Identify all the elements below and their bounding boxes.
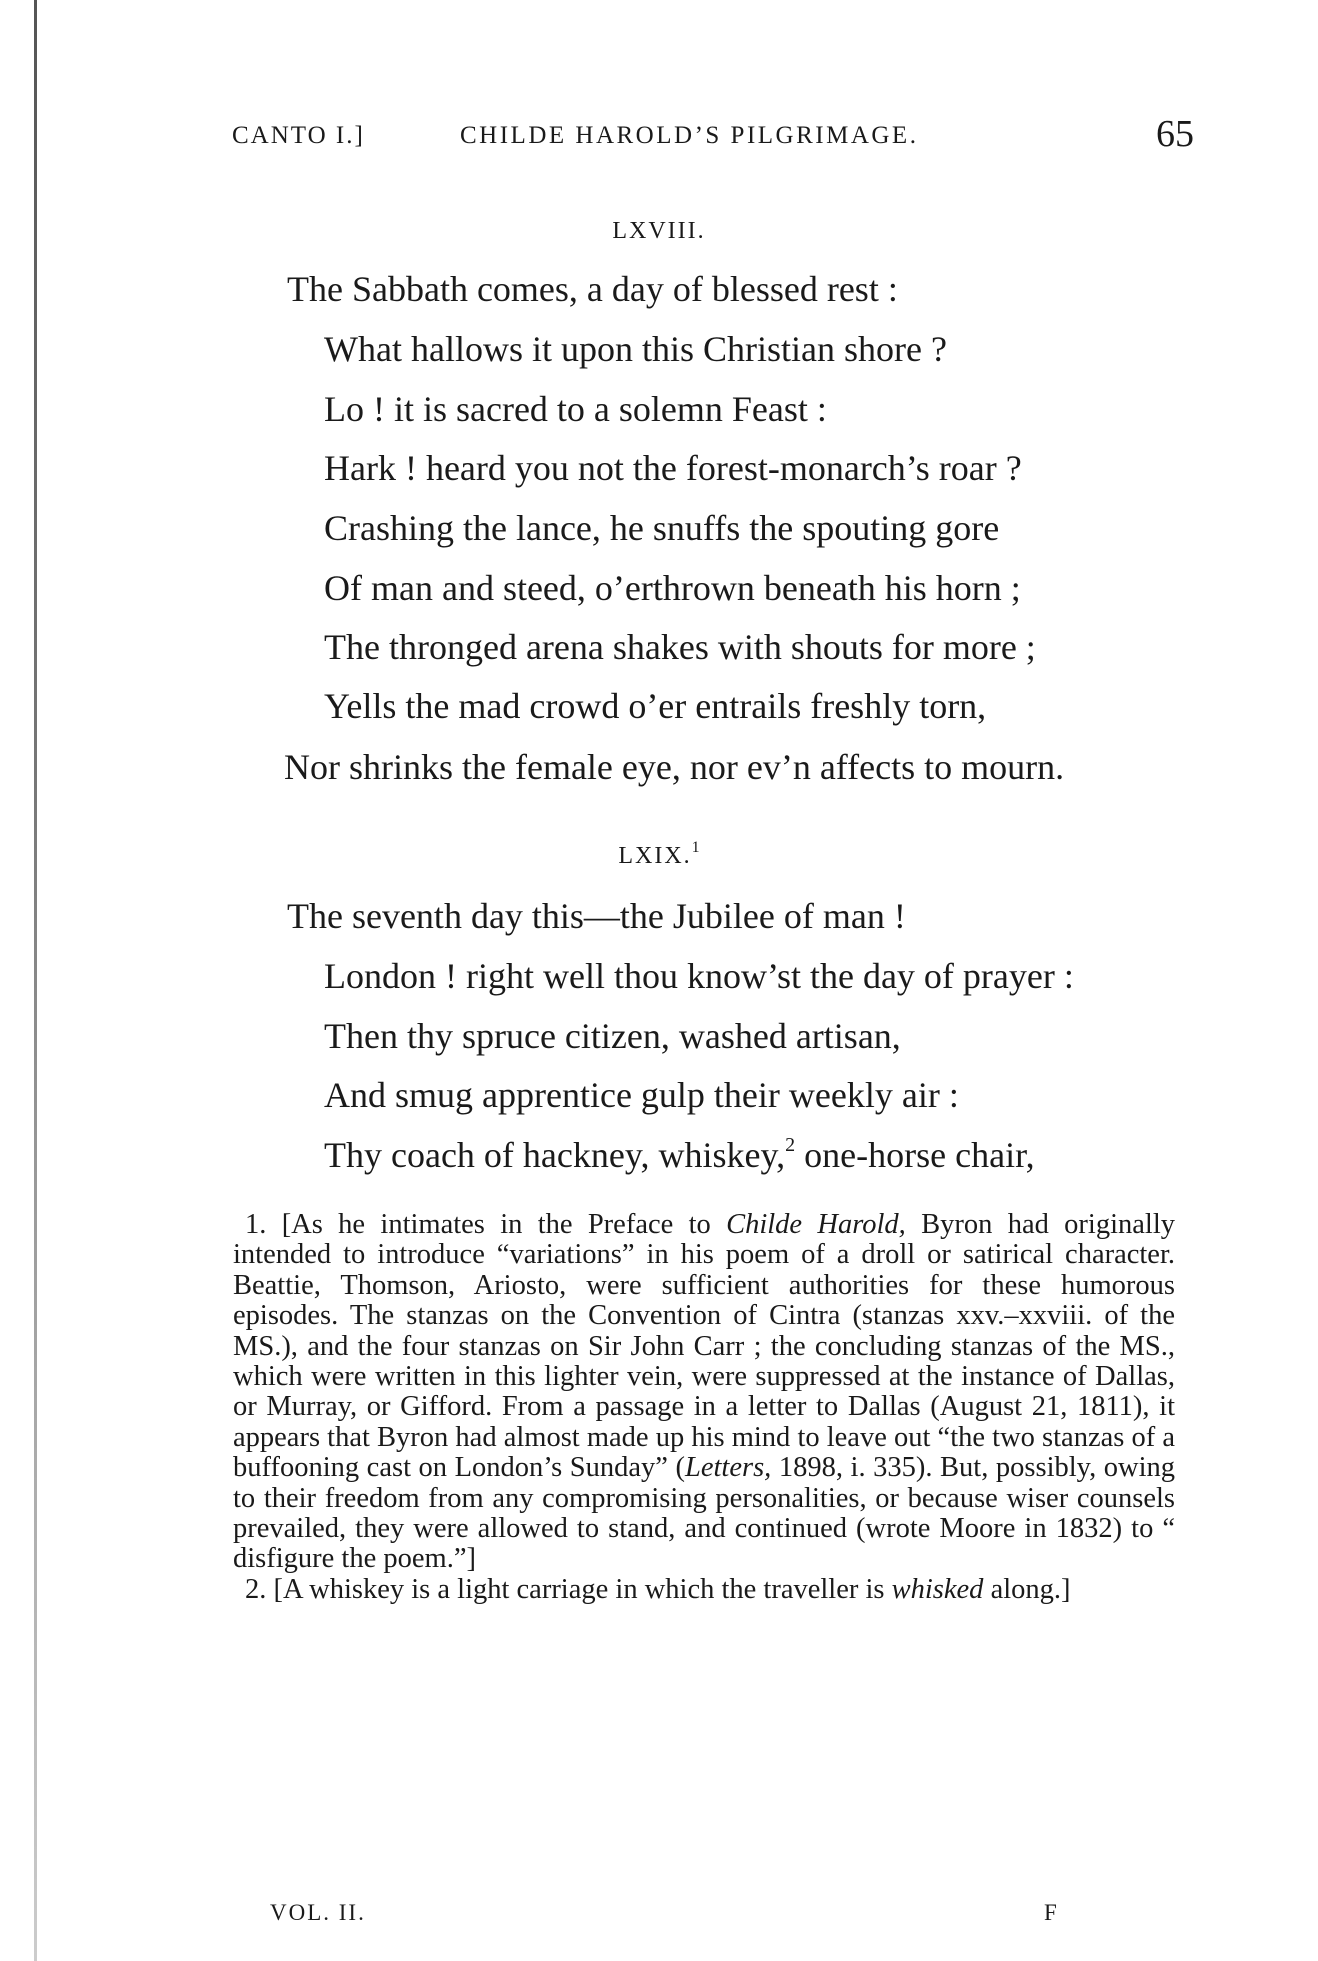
book-title: CHILDE HAROLD’S PILGRIMAGE. <box>460 122 919 149</box>
verse-line: Crashing the lance, he snuffs the spouting gore <box>324 508 1000 548</box>
canto-label: CANTO I.] <box>232 122 365 149</box>
verse-line: Then thy spruce citizen, washed artisan, <box>324 1016 901 1056</box>
verse-line: Nor shrinks the female eye, nor ev’n affects to mourn. <box>284 747 1065 787</box>
verse-line: Lo ! it is sacred to a solemn Feast : <box>324 389 827 429</box>
verse-line: Hark ! heard you not the forest-monarch’s roar ? <box>324 448 1022 488</box>
verse-line: The thronged arena shakes with shouts for more ; <box>324 627 1036 667</box>
footnote-reference: 1 <box>691 839 700 856</box>
verse-line: Of man and steed, o’erthrown beneath his horn ; <box>324 568 1021 608</box>
signature-mark: F <box>1044 1900 1057 1925</box>
verse-line: The Sabbath comes, a day of blessed rest : <box>287 269 898 309</box>
page-number: 65 <box>1156 113 1194 155</box>
footnote-1: 1. [As he intimates in the Preface to Childe Harold, Byron had originally intended to introduce “variations” in his poem of a droll or satirical character. Beattie, Thomson, Ariosto, were sufficient authorities for these humorous episodes. The stanzas on the Convention of Cintra (stanzas xxv.–xxviii. of the MS.), and the four stanzas on Sir John Carr ; the concluding stanzas of the MS., which were written in this lighter vein, were suppressed at the instance of Dallas, or Murray, or Gifford. From a passage in a letter to Dallas (August 21, 1811), it appears that Byron had almost made up his mind to leave out “the two stanzas of a buffooning cast on London’s Sunday” (Letters, 1898, i. 335). But, possibly, owing to their freedom from any compromising personalities, or because wiser counsels prevailed, they were allowed to stand, and continued (wrote Moore in 1832) to “ disfigure the poem.”] <box>233 1209 1175 1575</box>
verse-line: Yells the mad crowd o’er entrails freshly torn, <box>324 686 987 726</box>
running-header <box>232 112 1194 162</box>
verse-line: What hallows it upon this Christian shore ? <box>324 329 947 369</box>
volume-label: VOL. II. <box>270 1900 366 1925</box>
footnote-2: 2. [A whiskey is a light carriage in which the traveller is whisked along.] <box>245 1573 1071 1605</box>
verse-line: The seventh day this—the Jubilee of man ! <box>287 896 906 936</box>
stanza-numeral-68: LXVIII. <box>612 218 706 244</box>
verse-line: Thy coach of hackney, whiskey,$^2$ one-horse chair, <box>324 1134 1035 1175</box>
verse-line: And smug apprentice gulp their weekly air : <box>324 1075 959 1115</box>
footnotes <box>233 1210 1175 1605</box>
binding-edge <box>34 0 37 1961</box>
stanza-numeral-69: LXIX.$^1$ <box>618 839 700 869</box>
footnote-reference: 2 <box>785 1134 796 1156</box>
verse-line: London ! right well thou know’st the day of prayer : <box>324 956 1074 996</box>
